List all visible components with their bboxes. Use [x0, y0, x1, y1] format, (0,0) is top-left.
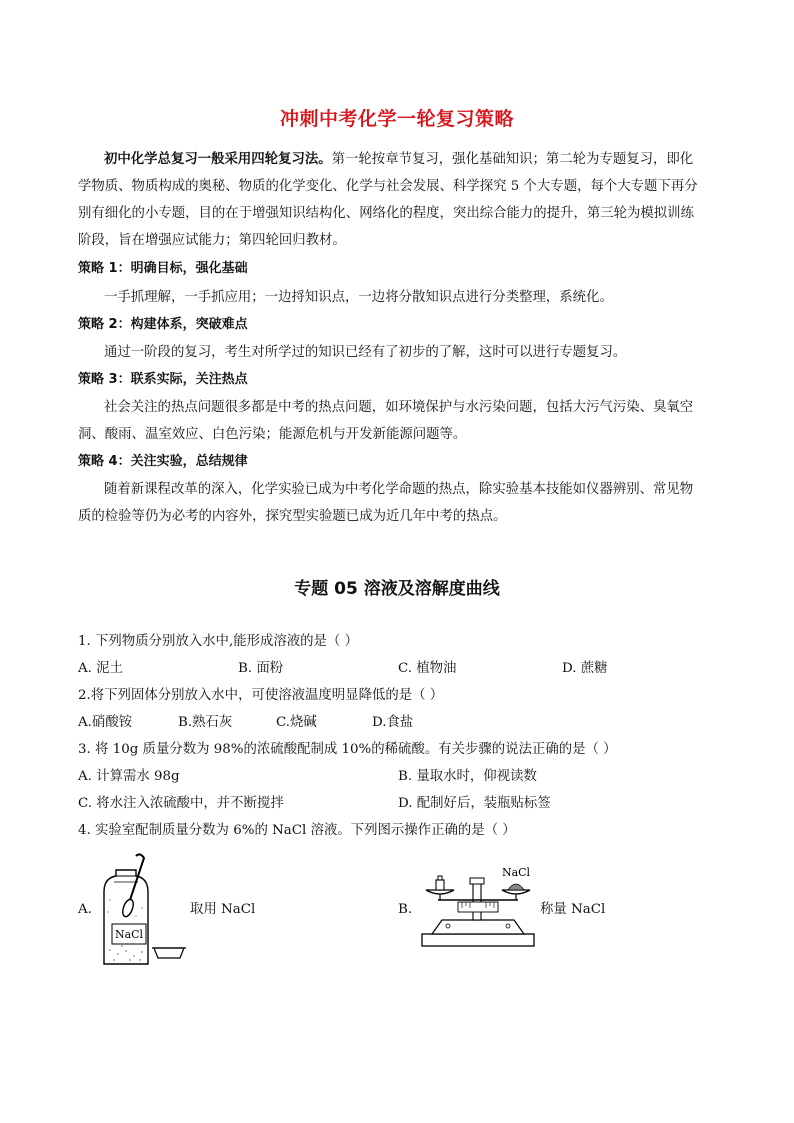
question-1-option-c: C. 植物油: [398, 661, 457, 676]
strategy-4-label: 策略 4：关注实验，总结规律: [78, 454, 248, 469]
strategy-2-label: 策略 2：构建体系，突破难点: [78, 317, 248, 332]
intro-text-1: 第一轮按章节复习，强化基础知识；第二轮为专题复习，即化: [331, 152, 694, 167]
bottle-label-text: NaCl: [114, 928, 144, 941]
question-3-stem: 3. 将 10g 质量分数为 98%的浓硫酸配制成 10%的稀硫酸。有关步骤的说法正确的是（ ）: [78, 742, 617, 757]
question-2-option-b: B.熟石灰: [178, 715, 233, 730]
question-4-stem: 4. 实验室配制质量分数为 6%的 NaCl 溶液。下列图示操作正确的是（ ）: [78, 823, 516, 838]
document-title: 冲刺中考化学一轮复习策略: [279, 108, 514, 130]
strategy-4-text-2: 质的检验等仍为必考的内容外，探究型实验题已成为近几年中考的热点。: [78, 509, 507, 524]
strategy-2-text: 通过一阶段的复习，考生对所学过的知识已经有了初步的了解，这时可以进行专题复习。: [104, 345, 627, 360]
question-4-option-a-letter: A.: [78, 902, 92, 917]
balance-label-text: NaCl: [501, 866, 531, 879]
question-3-option-b: B. 量取水时，仰视读数: [398, 769, 537, 784]
intro-line-3: 别有细化的小专题，目的在于增强知识结构化、网络化的程度，突出综合能力的提升，第三轮为模拟训练: [78, 206, 694, 221]
strategy-3-label: 策略 3：联系实际，关注热点: [78, 372, 248, 387]
question-4-option-a-caption: 取用 NaCl: [190, 902, 256, 917]
question-3-option-a: A. 计算需水 98g: [78, 769, 180, 784]
question-3-option-d: D. 配制好后，装瓶贴标签: [398, 796, 551, 811]
question-1-stem: 1. 下列物质分别放入水中,能形成溶液的是（ ）: [78, 634, 358, 649]
reagent-bottle-figure: [96, 852, 188, 968]
question-1-option-a: A. 泥土: [78, 661, 123, 676]
question-2-stem: 2.将下列固体分别放入水中，可使溶液温度明显降低的是（ ）: [78, 688, 444, 703]
question-2-option-d: D.食盐: [372, 715, 414, 730]
intro-lead: 初中化学总复习一般采用四轮复习法。: [104, 152, 332, 167]
strategy-4-text-1: 随着新课程改革的深入，化学实验已成为中考化学命题的热点，除实验基本技能如仪器辨别、常见物: [104, 482, 694, 497]
question-2-option-c: C.烧碱: [276, 715, 317, 730]
question-2-option-a: A.硝酸铵: [78, 715, 133, 730]
question-1-option-d: D. 蔗糖: [562, 661, 608, 676]
balance-figure: [418, 860, 538, 952]
question-3-option-c: C. 将水注入浓硫酸中，并不断搅拌: [78, 796, 284, 811]
question-1-option-b: B. 面粉: [238, 661, 284, 676]
question-4-option-b-letter: B.: [398, 902, 413, 917]
strategy-1-label: 策略 1：明确目标，强化基础: [78, 261, 248, 276]
intro-line-2: 学物质、物质构成的奥秘、物质的化学变化、化学与社会发展、科学探究 5 个大专题，每个大专题下再分: [78, 179, 698, 194]
strategy-1-text: 一手抓理解，一手抓应用；一边捋知识点，一边将分散知识点进行分类整理，系统化。: [104, 290, 613, 305]
intro-line-1: [104, 146, 693, 173]
strategy-3-text-1: 社会关注的热点问题很多都是中考的热点问题，如环境保护与水污染问题，包括大污气污染、臭氧空: [104, 400, 694, 415]
question-4-option-b-caption: 称量 NaCl: [540, 902, 606, 917]
intro-line-4: 阶段，旨在增强应试能力；第四轮回归教材。: [78, 233, 346, 248]
strategy-3-text-2: 洞、酸雨、温室效应、白色污染；能源危机与开发新能源问题等。: [78, 427, 467, 442]
topic-heading: 专题 05 溶液及溶解度曲线: [294, 579, 500, 599]
